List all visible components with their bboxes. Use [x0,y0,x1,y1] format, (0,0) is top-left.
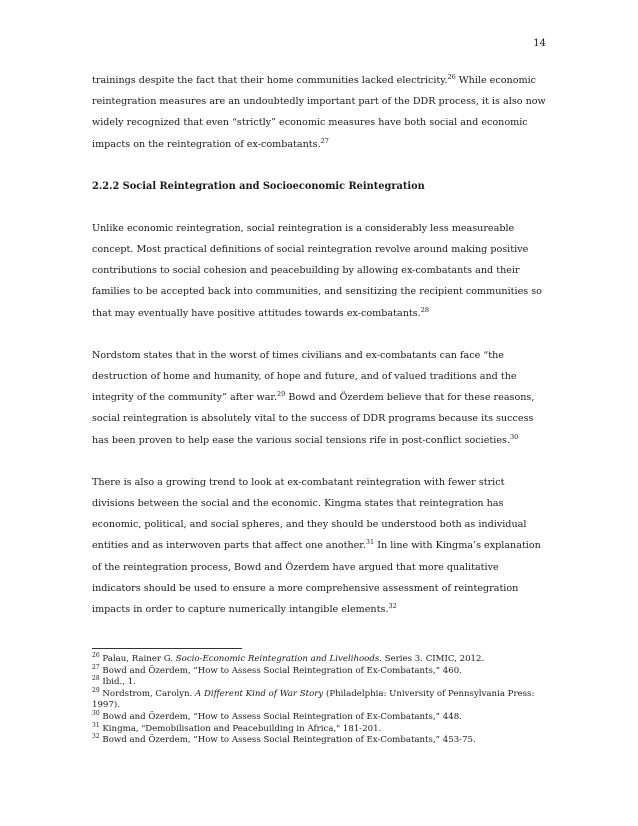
paragraph-text: Bowd and Özerdem believe that for these reasons, social reintegration is absolutely vital to the success of DDR programs because its success has been proven to help ease the various social tensions rife in post-conflict societies. [92,392,535,446]
footnote-32 [92,735,548,747]
footnote-ref: 32 [388,601,397,610]
footnote-number: 31 [92,721,100,729]
footnote-ref: 31 [365,538,375,547]
footnote-ref: 26 [447,72,456,81]
footnote-31 [92,721,548,736]
footnote-title: A Different Kind of War Story [195,688,324,699]
footnote-text: Ibid., 1. [99,677,136,688]
footnote-text: Palau, Rainer G. [99,654,176,664]
footnote-30 [92,712,548,724]
paragraph-4 [92,472,548,620]
paragraph-text: There is also a growing trend to look at ex-combatant reintegration with fewer strict divisions between the social and the economic. Kingma states that reintegration has economic, political, and social spheres, and they should be understood both as individual entities and as interwoven parts that affect one another. [92,476,527,552]
footnote-text: . Series 3. CIMIC, 2012. [379,654,485,664]
footnote-ref: 30 [510,432,519,441]
footnote-text: Kingma, "Demobilisation and Peacebuilding in Africa," 181-201. [99,723,382,734]
footnote-ref: 27 [320,136,329,145]
paragraph-3 [92,345,548,451]
footnote-number: 26 [92,652,100,660]
footnote-26 [92,654,548,666]
footnotes [92,654,548,747]
paragraph-2 [92,218,548,324]
footnote-number: 28 [92,675,100,683]
footnote-separator [92,648,242,649]
footnote-text: Bowd and Özerdem, “How to Assess Social Reintegration of Ex-Combatants,” 448. [99,711,462,722]
paragraph-text: Nordstom states that in the worst of times civilians and ex-combatants can face “the destruction of home and humanity, of hope and future, and of valued traditions and the integrity of the community” after war. [92,349,517,404]
footnote-text: (Philadelphia: University of Pennsylvania Press: 1997). [92,688,535,711]
footnote-29 [92,686,548,712]
body-text [92,70,548,641]
footnote-text: Nordstrom, Carolyn. [99,688,196,699]
paragraph-text: While economic reintegration measures are an undoubtedly important part of the DDR process, it is also now widely recognized that even “strictly” economic measures have both social and economic impacts on the reintegration of ex-combatants. [92,75,546,150]
footnote-text: Bowd and Özerdem, “How to Assess Social Reintegration of Ex-Combatants,” 453-75. [99,735,476,746]
footnote-ref: 28 [420,305,430,314]
footnote-ref: 29 [277,390,286,399]
page-number: 14 [533,38,546,49]
paragraph-1 [92,70,548,155]
footnote-number: 30 [92,710,100,718]
paragraph-text: trainings despite the fact that their home communities lacked electricity. [92,75,448,86]
footnote-27 [92,663,548,678]
footnote-number: 27 [92,663,100,671]
footnote-title: Socio-Economic Reintegration and Livelihoods [175,654,380,664]
footnote-number: 29 [92,686,100,694]
footnote-number: 32 [92,733,100,741]
paragraph-text: In line with Kingma’s explanation of the reintegration process, Bowd and Özerdem have argued that more qualitative indicators should be used to ensure a more comprehensive assessment of reintegration impacts in order to capture numerically intangible elements. [92,540,541,616]
footnote-28 [92,677,548,689]
footnote-text: Bowd and Özerdem, “How to Assess Social Reintegration of Ex-Combatants,” 460. [99,665,462,676]
section-heading: 2.2.2 Social Reintegration and Socioeconomic Reintegration [92,180,425,192]
paragraph-text: Unlike economic reintegration, social reintegration is a considerably less measureable concept. Most practical definitions of social reintegration revolve around making positive contributions to social cohesion and peacebuilding by allowing ex-combatants and their families to be accepted back into communities, and sensitizing the recipient communities so that may eventually have positive attitudes towards ex-combatants. [92,222,542,319]
